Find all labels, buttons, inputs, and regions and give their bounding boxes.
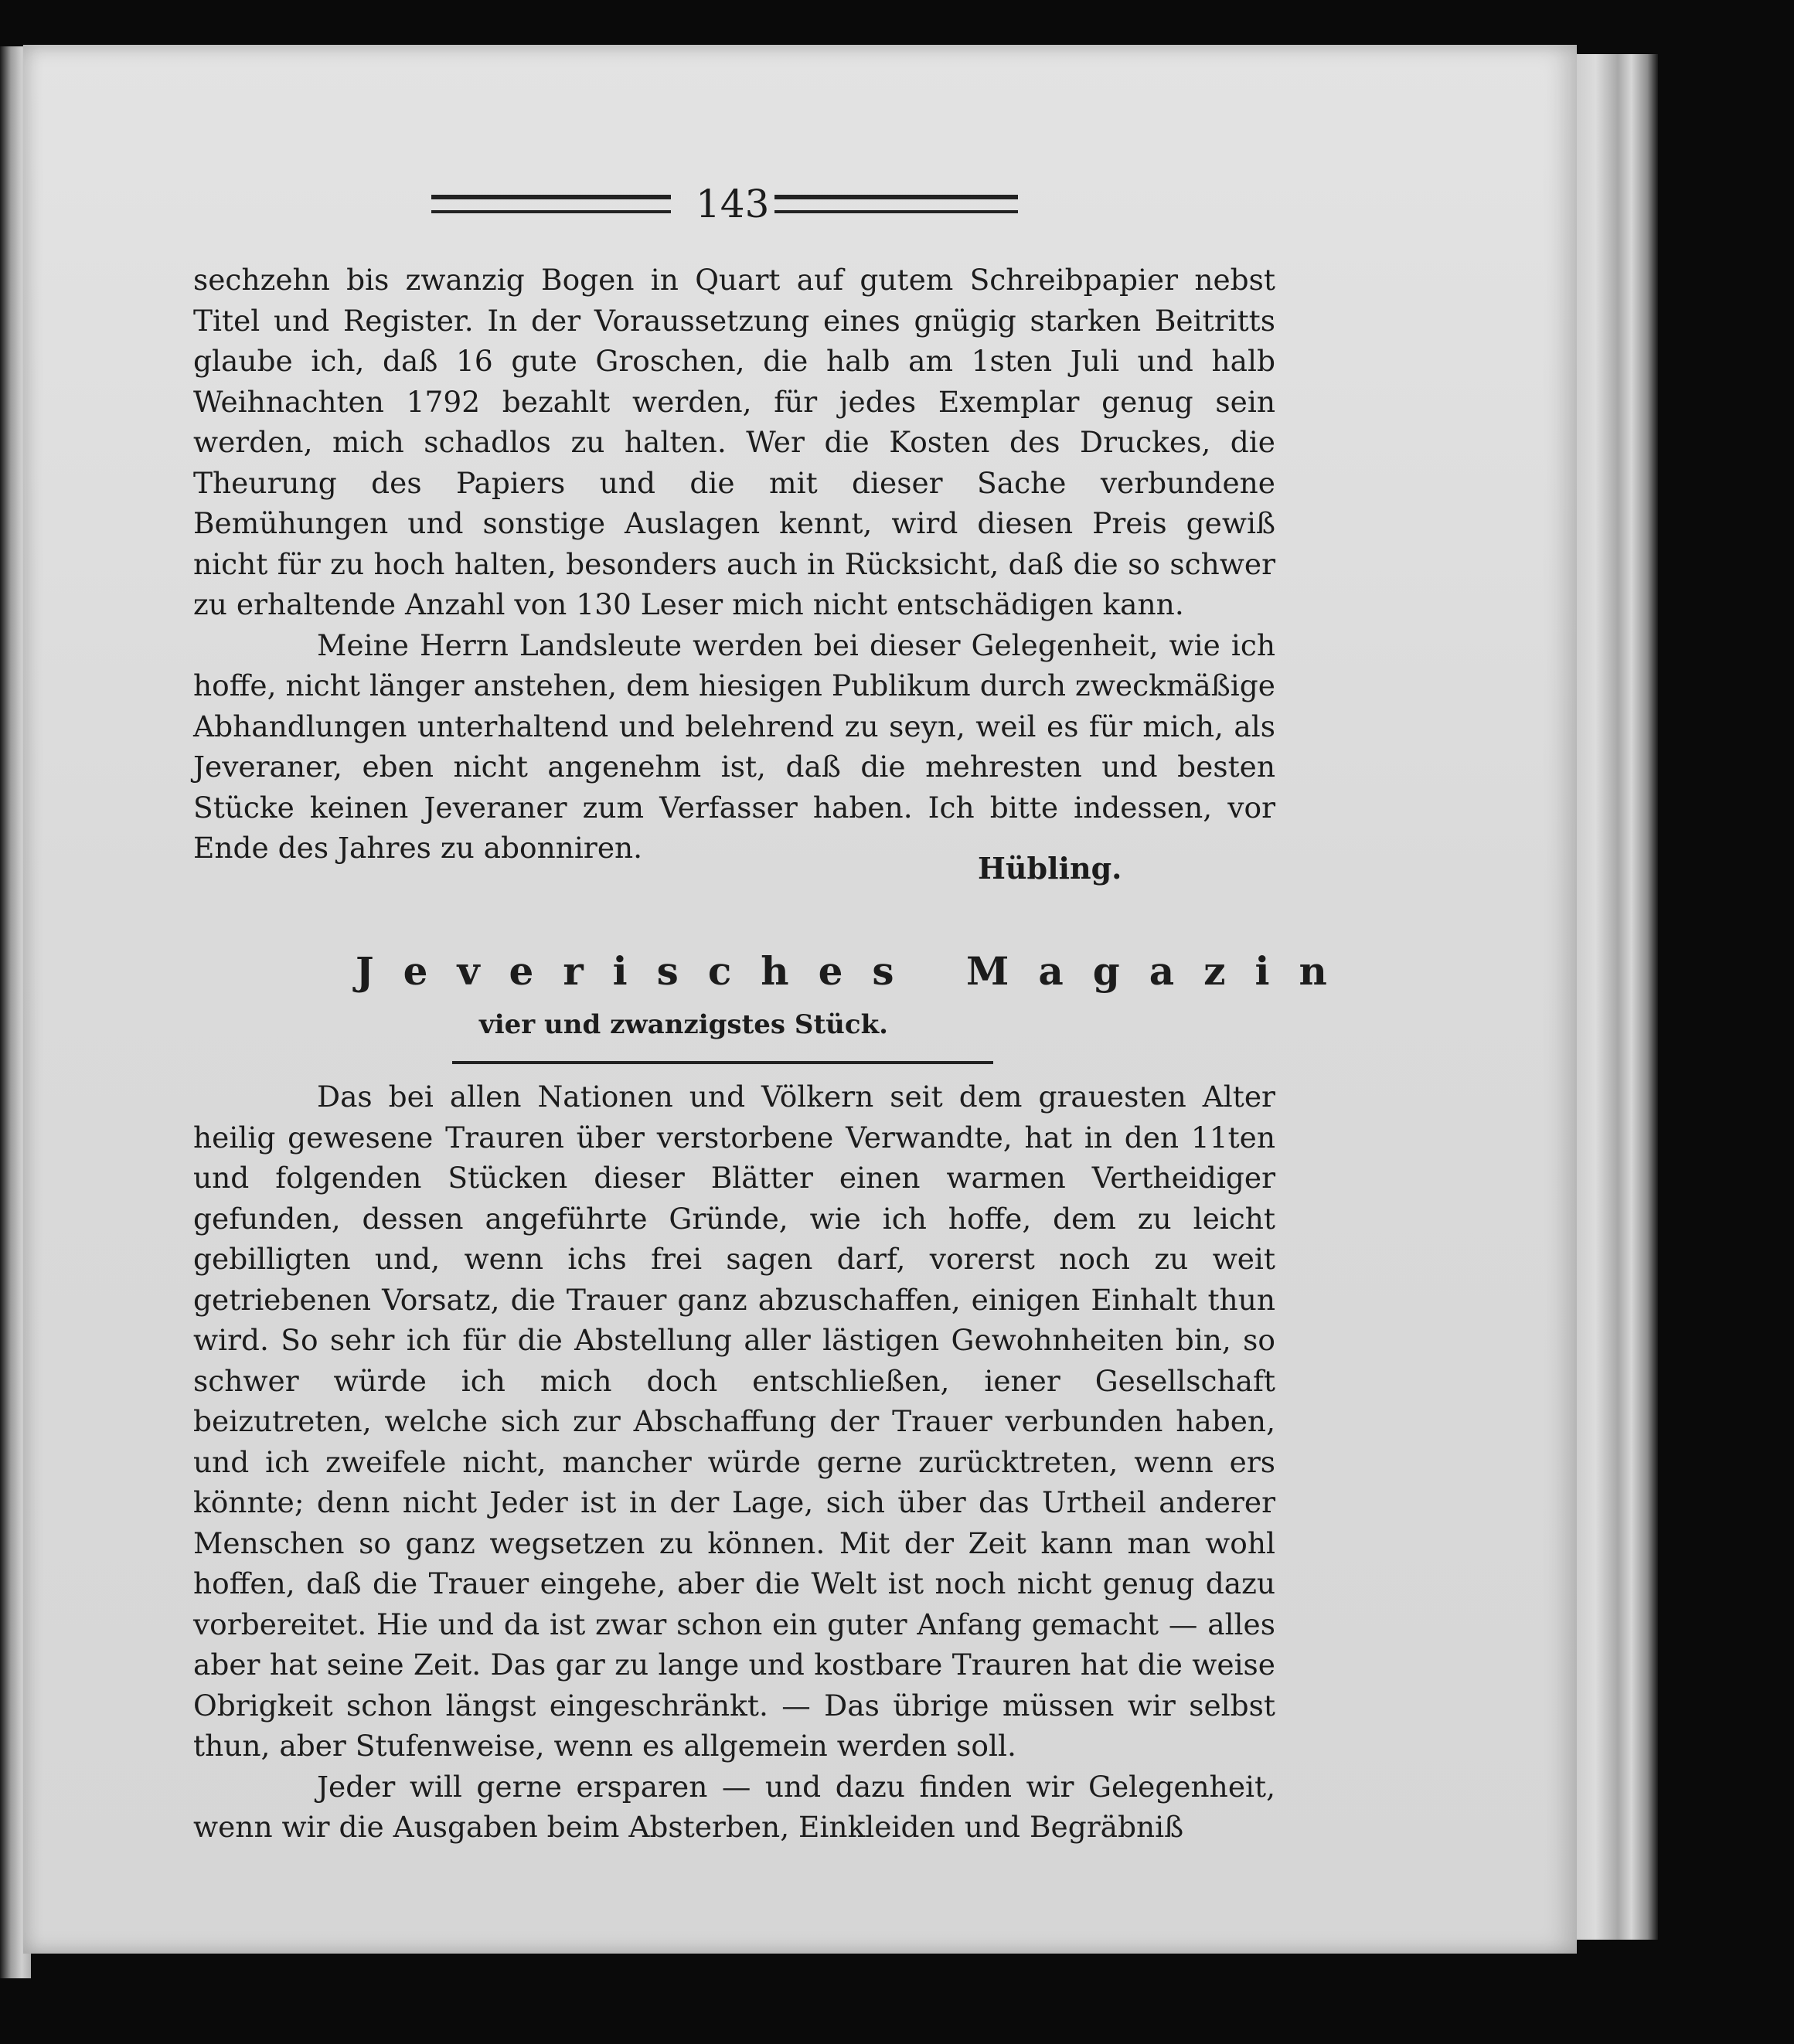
page-stack-edge bbox=[1569, 54, 1658, 1940]
paragraph-savings: Jeder will gerne ersparen — und dazu finden wir Gelegenheit, wenn wir die Ausgaben beim Absterben, Einkleiden und Begräbniß bbox=[193, 1769, 1275, 1844]
header-rule-right bbox=[774, 195, 1018, 213]
text-block-article bbox=[193, 1076, 1275, 1848]
author-signature: Hübling. bbox=[978, 851, 1122, 886]
paragraph-appeal: Meine Herrn Landsleute werden bei dieser Gelegenheit, wie ich hoffe, nicht länger anstehen, dem hiesigen Publikum durch zweckmäßige Abhandlungen unterhaltend und belehrend zu seyn, weil es für mich, als Jeveraner, eben nicht angenehm ist, daß die mehresten und besten Stücke keinen Jeveraner zum Verfasser haben. Ich bitte indessen, vor Ende des Jahres zu abonniren. bbox=[193, 627, 1275, 865]
section-title: Jeverisches Magazin bbox=[356, 948, 1357, 994]
header-rule-left bbox=[431, 195, 671, 213]
paragraph-mourning: Das bei allen Nationen und Völkern seit dem grauesten Alter heilig gewesene Trauren über verstorbene Verwandte, hat in den 11ten und folgenden Stücken dieser Blätter einen warmen Vertheidiger gefunden, dessen angeführte Gründe, wie ich hoffe, dem zu leicht gebilligten und, wenn ichs frei sagen darf, vorerst noch zu weit getriebenen Vorsatz, die Trauer ganz abzuschaffen, einigen Einhalt thun wird. So sehr ich für die Abstellung aller lästigen Gewohnheiten bin, so schwer würde ich mich doch entschließen, iener Gesellschaft beizutreten, welche sich zur Abschaffung der Trauer verbunden haben, und ich zweifele nicht, mancher würde gerne zurücktreten, wenn ers könnte; denn nicht Jeder ist in der Lage, sich über das Urtheil anderer Menschen so ganz wegsetzen zu können. Mit der Zeit kann man wohl hoffen, daß die Trauer eingehe, aber die Welt ist noch nicht genug dazu vorbereitet. Hie und da ist zwar schon ein guter Anfang gemacht — alles aber hat seine Zeit. Das gar zu lange und kostbare Trauren hat die weise Obrigkeit schon längst eingeschränkt. — Das übrige müssen wir selbst thun, aber Stufenweise, wenn es allgemein werden soll. bbox=[193, 1080, 1275, 1763]
paragraph-continuation: sechzehn bis zwanzig Bogen in Quart auf gutem Schreibpapier nebst Titel und Register. In der Voraussetzung eines gnügig starken Beitritts glaube ich, daß 16 gute Groschen, die halb am 1sten Juli und halb Weihnachten 1792 bezahlt werden, für jedes Exemplar genug sein werden, mich schadlos zu halten. Wer die Kosten des Druckes, die Theurung des Papiers und die mit dieser Sache verbundene Bemühungen und sonstige Auslagen kennt, wird diesen Preis gewiß nicht für zu hoch halten, besonders auch in Rücksicht, daß die so schwer zu erhaltende Anzahl von 130 Leser mich nicht entschädigen kann. bbox=[193, 263, 1275, 621]
section-subtitle: vier und zwanzigstes Stück. bbox=[479, 1009, 888, 1040]
text-block-top bbox=[193, 260, 1275, 869]
section-divider bbox=[452, 1061, 993, 1064]
page-number: 143 bbox=[696, 182, 770, 226]
book-page bbox=[23, 45, 1577, 1954]
